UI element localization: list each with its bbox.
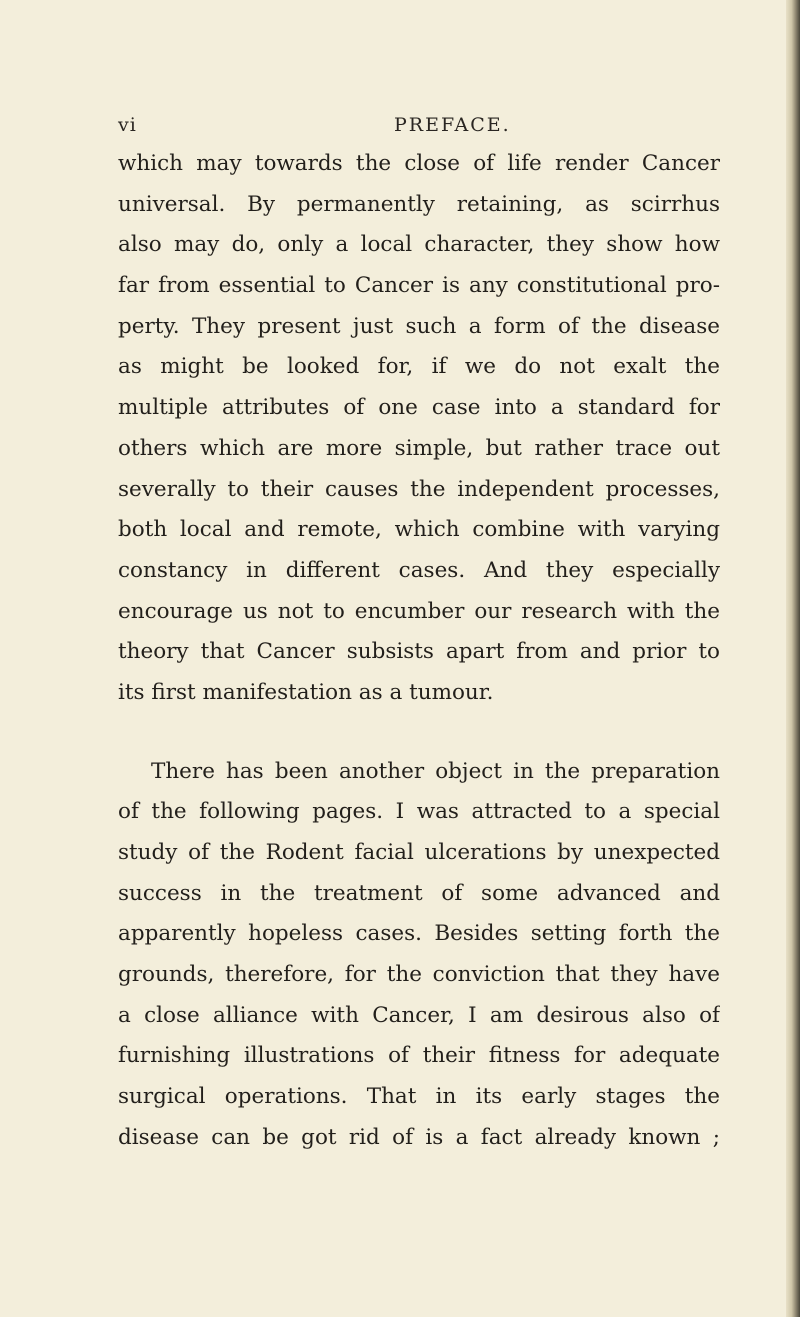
page-edge-shadow xyxy=(786,0,800,1317)
text-line: disease can be got rid of is a fact already known ; xyxy=(118,1124,720,1150)
text-line: study of the Rodent facial ulcerations by unexpected xyxy=(118,840,720,865)
running-head xyxy=(118,114,718,144)
text-line: as might be looked for, if we do not exalt the xyxy=(118,354,720,380)
text-line: surgical operations. That in its early stages the xyxy=(118,1084,720,1110)
paragraph-2 xyxy=(118,752,720,1159)
text-line: encourage us not to encumber our research with the xyxy=(118,598,720,624)
text-line: multiple attributes of one case into a standard for xyxy=(118,395,720,421)
page-number: vi xyxy=(118,114,137,136)
text-line: theory that Cancer subsists apart from and prior to xyxy=(118,639,720,665)
text-line: success in the treatment of some advanced and xyxy=(118,880,720,906)
text-line: perty. They present just such a form of the disease xyxy=(118,313,720,339)
text-line: a close alliance with Cancer, I am desirous also of xyxy=(118,1002,720,1028)
body-text xyxy=(118,144,720,1159)
text-line: universal. By permanently retaining, as scirrhus xyxy=(118,191,720,217)
text-line: furnishing illustrations of their fitness for adequate xyxy=(118,1043,720,1069)
text-line: both local and remote, which combine with varying xyxy=(118,517,720,543)
text-line: grounds, therefore, for the conviction that they have xyxy=(118,962,720,988)
text-line: of the following pages. I was attracted to a special xyxy=(118,799,720,825)
text-line: There has been another object in the preparation xyxy=(151,758,720,784)
text-line: apparently hopeless cases. Besides setting forth the xyxy=(118,921,720,947)
paragraph-1 xyxy=(118,144,720,714)
text-line: others which are more simple, but rather trace out xyxy=(118,435,720,461)
text-line: which may towards the close of life render Cancer xyxy=(118,151,720,176)
text-line: also may do, only a local character, they show how xyxy=(118,232,720,258)
header-title: PREFACE. xyxy=(394,114,511,136)
text-line: far from essential to Cancer is any constitutional pro- xyxy=(118,273,720,299)
text-line: severally to their causes the independent processes, xyxy=(118,476,720,502)
text-line: its first manifestation as a tumour. xyxy=(118,679,494,705)
text-line: constancy in different cases. And they especially xyxy=(118,557,720,583)
